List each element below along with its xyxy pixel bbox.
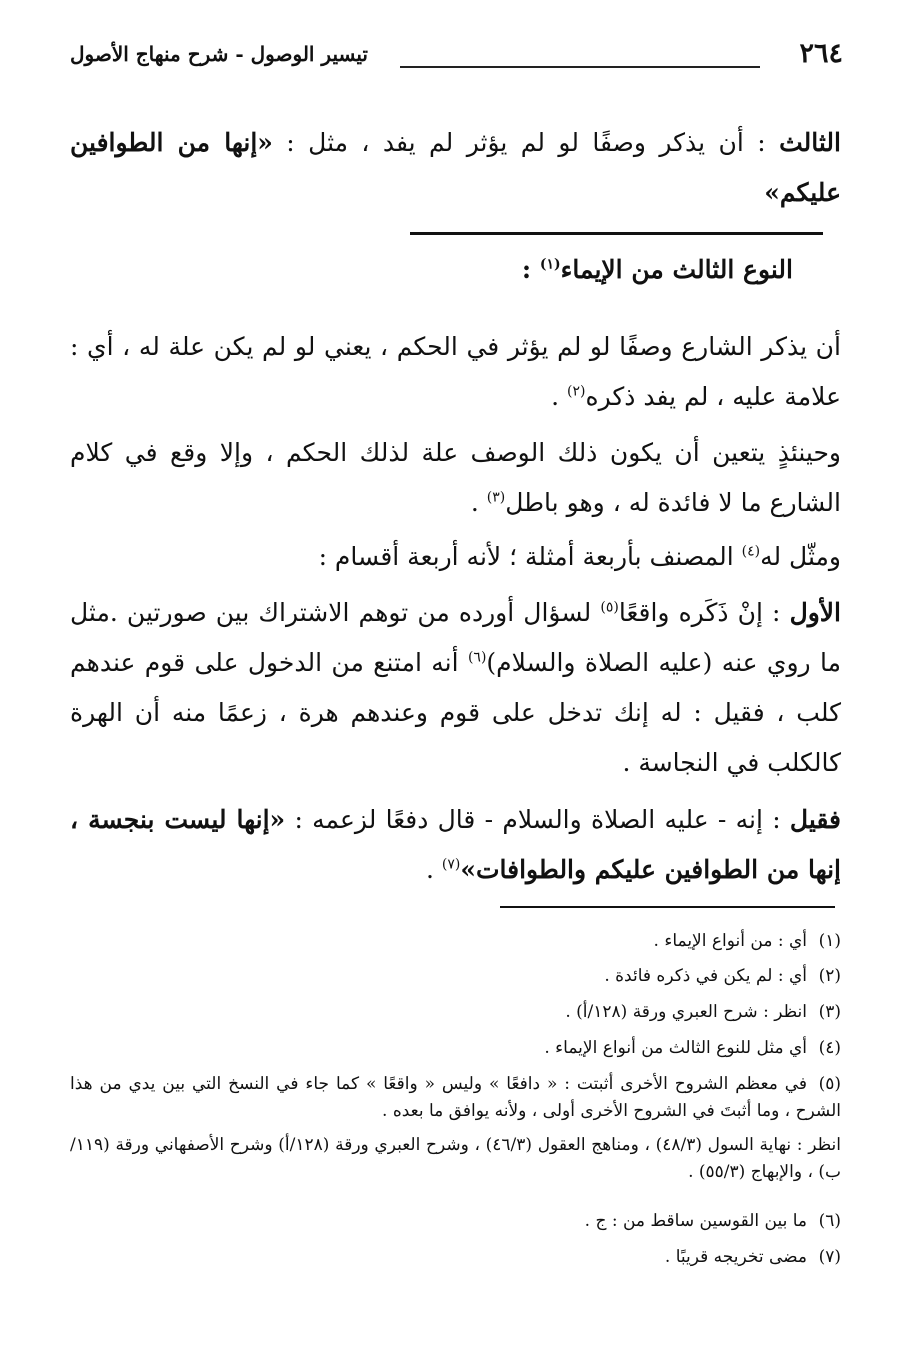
paragraph-text: أن يذكر الشارع وصفًا لو لم يؤثر في الحكم ، يعني لو لم يكن علة له ، أي : علامة عليه ، لم يفد ذكره — [70, 332, 841, 411]
paragraph-examples-intro — [70, 532, 841, 582]
paragraph-consequence — [70, 428, 841, 528]
footnote-ref: (٧) — [441, 856, 461, 873]
footnote-number: (١) — [818, 931, 841, 951]
footnote-item — [70, 928, 841, 955]
footnote-item — [70, 1208, 841, 1235]
paragraph-text: : أن يذكر وصفًا لو لم يؤثر لم يفد ، مثل : — [272, 128, 780, 157]
paragraph-text: ومثّل له — [760, 542, 841, 571]
footnote-text: أي : من أنواع الإيماء . — [653, 931, 807, 951]
footnote-number: (٧) — [818, 1247, 841, 1267]
footnote-text: أي : لم يكن في ذكره فائدة . — [604, 966, 807, 986]
footnote-item — [70, 963, 841, 990]
hadith-quote: «إنها ليست بنجسة ، إنها من الطوافين عليكم والطوافات» — [70, 805, 841, 884]
footnote-text: مضى تخريجه قريبًا . — [664, 1247, 807, 1267]
paragraph-text: لسؤال أورده من توهم الاشتراك بين صورتين .مثل ما روي عنه (عليه الصلاة والسلام) — [70, 598, 841, 677]
footnote-number: (٥) — [818, 1074, 841, 1094]
footnote-text: انظر : نهاية السول (٤٨/٣) ، ومناهج العقول (٤٦/٣) ، وشرح العبري ورقة (١٢٨/أ) وشرح الأصفهاني ورقة (١١٩/ب) ، والإبهاج (٥٥/٣) . — [70, 1135, 841, 1182]
footnote-text: أي مثل للنوع الثالث من أنواع الإيماء . — [544, 1038, 807, 1058]
paragraph-tail: . — [551, 382, 568, 411]
footnote-ref: (٢) — [567, 383, 586, 400]
footnote-ref: (٥) — [600, 599, 619, 616]
heading-tail: : — [521, 255, 540, 284]
paragraph-lead: فقيل — [789, 805, 841, 834]
book-title: تيسير الوصول - شرح منهاج الأصول — [70, 42, 368, 66]
paragraph-tail: . — [425, 855, 442, 884]
paragraph-lead: الثالث — [779, 128, 841, 157]
footnote-ref: (١) — [539, 256, 561, 273]
paragraph-text: المصنف بأربعة أمثلة ؛ لأنه أربعة أقسام : — [318, 542, 742, 571]
paragraph-lead: الأول — [789, 598, 842, 627]
paragraph-text: أنه امتنع من الدخول على قوم عندهم كلب ، فقيل : له إنك تدخل على قوم وعندهم هرة ، زعمًا منه أن الهرة كالكلب في النجاسة . — [70, 648, 841, 777]
page-number: ٢٦٤ — [799, 38, 843, 69]
footnote-ref: (٤) — [741, 543, 761, 560]
footnote-number: (٢) — [818, 966, 841, 986]
footnote-number: (٦) — [818, 1211, 841, 1231]
section-divider — [410, 232, 823, 235]
footnote-number: (٤) — [818, 1038, 841, 1058]
footnote-text: في معظم الشروح الأخرى أثبتت : « دافعًا » وليس « واقعًا » كما جاء في النسخ التي بين يدي من هذا الشرح ، وما أثبتَ في الشروح الأخرى أولى ، ولأنه يوافق ما بعده . — [70, 1074, 841, 1121]
paragraph-text: : إنْ ذَكَره واقعًا — [618, 598, 790, 627]
heading-text: النوع الثالث من الإيماء — [560, 255, 793, 284]
footnote-ref: (٦) — [467, 649, 487, 666]
footnote-text: انظر : شرح العبري ورقة (١٢٨/أ) . — [565, 1002, 807, 1022]
paragraph-answer — [70, 795, 841, 895]
paragraph-definition — [70, 322, 841, 422]
header-rule — [400, 66, 760, 68]
footnote-number: (٣) — [818, 1002, 841, 1022]
footnote-continuation — [70, 1132, 841, 1186]
footnote-item — [70, 1035, 841, 1062]
footnote-divider — [500, 906, 835, 908]
paragraph-text: : إنه - عليه الصلاة والسلام - قال دفعًا لزعمه : — [285, 805, 790, 834]
hadith-quote: «إنها من الطوافين عليكم» — [70, 128, 841, 207]
footnote-item — [70, 1244, 841, 1271]
footnote-item — [70, 1071, 841, 1125]
paragraph-third-example — [70, 118, 841, 218]
footnote-text: ما بين القوسين ساقط من : ج . — [584, 1211, 807, 1231]
footnote-ref: (٣) — [486, 489, 506, 506]
paragraph-text: وحينئذٍ يتعين أن يكون ذلك الوصف علة لذلك الحكم ، وإلا وقع في كلام الشارع ما لا فائدة له ، وهو باطل — [70, 438, 841, 517]
paragraph-tail: . — [470, 488, 487, 517]
section-heading — [522, 255, 793, 284]
paragraph-first-example — [70, 588, 841, 788]
footnote-item — [70, 999, 841, 1026]
